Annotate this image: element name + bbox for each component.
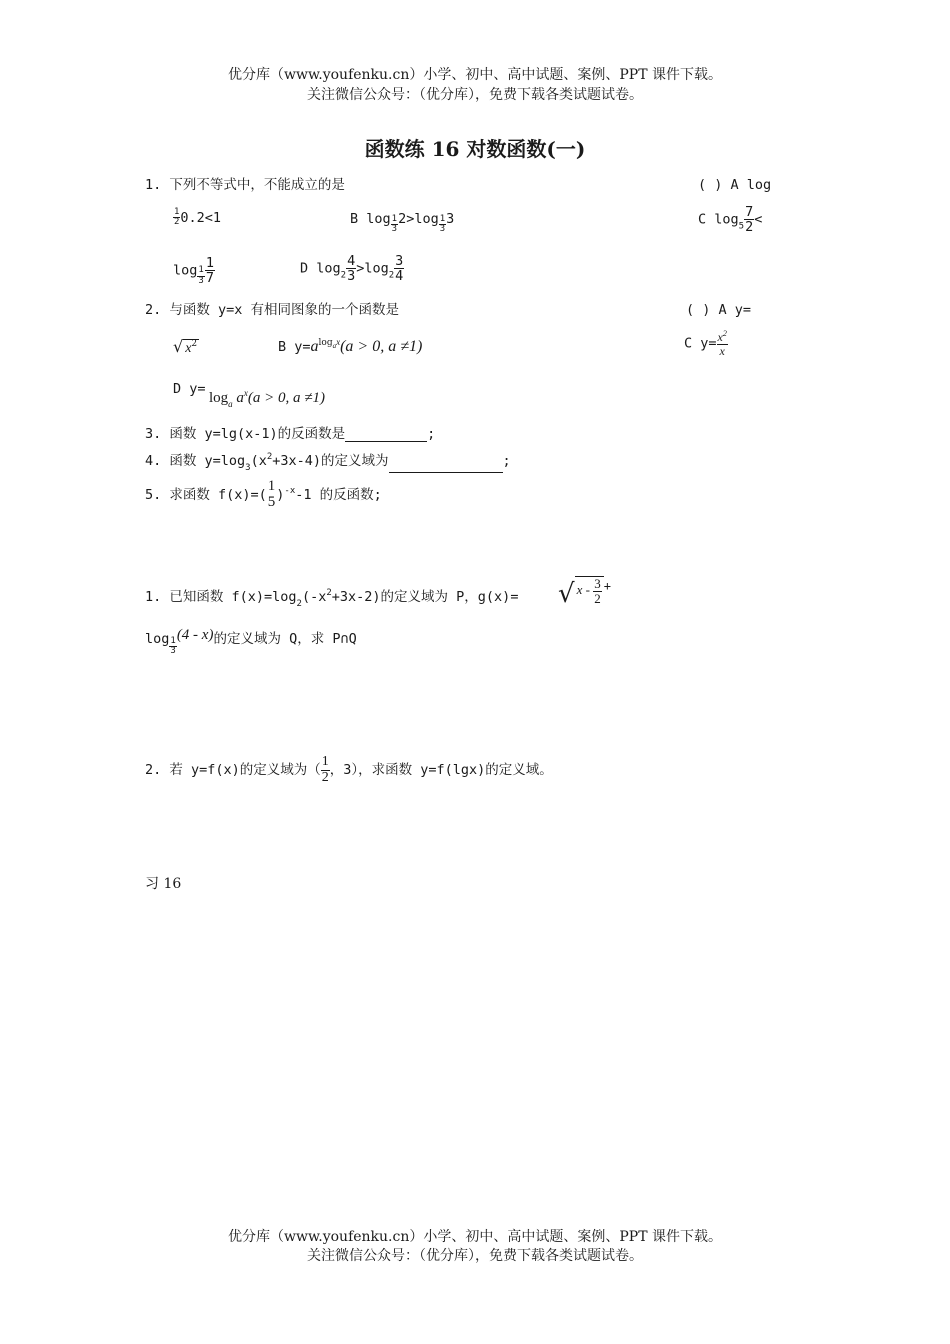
q1-b-mid: 2>log <box>398 211 439 227</box>
q4-sub: 3 <box>245 463 251 473</box>
q1-a-sub: $\frac{1}{2}$ <box>174 207 180 228</box>
p1-sqrt: √ x - $\frac{3}{2}$ + <box>558 576 611 610</box>
q1-c-label: C log <box>698 211 739 228</box>
p1-plus: + <box>603 579 611 594</box>
q1-a-rest: 0.2<1 <box>180 209 222 226</box>
q3-answer-blank[interactable] <box>345 441 427 442</box>
p1-sqrt-frac: $\frac{3}{2}$ <box>594 576 601 606</box>
footer-line-2: 关注微信公众号：（优分库），免费下载各类试题试卷。 <box>307 1248 643 1264</box>
q1-c2-sub: $\frac{1}{3}$ <box>198 265 204 286</box>
q2-option-b <box>278 338 422 355</box>
q4-answer-blank[interactable] <box>389 472 503 473</box>
footer-label: 习 16 <box>145 876 182 892</box>
q2-b-exp: log <box>318 338 333 348</box>
q1-b-sub2: $\frac{1}{3}$ <box>439 213 446 234</box>
q1-c2-frac: $\frac{1}{7}$ <box>205 255 214 287</box>
q1-b-sub1: $\frac{1}{3}$ <box>391 213 398 234</box>
q2-b-exp-sub: a <box>332 342 337 350</box>
q2-c-frac: $\frac{x^2}{x}$ <box>717 329 727 358</box>
q2-d-sub: a <box>228 399 233 409</box>
p1-log-sub: $\frac{1}{3}$ <box>170 635 176 656</box>
p2-rest: ，3），求函数 y=f(lgx)的定义域。 <box>329 762 553 779</box>
q4-end: ; <box>502 453 511 469</box>
header-line-2: 关注微信公众号：（优分库），免费下载各类试题试卷。 <box>307 87 643 103</box>
q1-d-label: D log <box>300 260 341 277</box>
q2-d-label: D y= <box>173 381 206 397</box>
q5-text: 5. 求函数 f(x)=( <box>145 486 267 503</box>
q1-c-sub: 5 <box>738 221 745 232</box>
q5-line <box>145 479 382 511</box>
p1-log-arg: (4 - x) <box>176 627 214 643</box>
p2-frac: $\frac{1}{2}$ <box>321 754 329 785</box>
q5-frac: 1 5 <box>267 478 276 510</box>
q2-option-d <box>173 382 206 397</box>
q1-bracket: ( ) A log <box>698 177 772 193</box>
p1-sqrt-x: x - <box>576 582 590 598</box>
q2-a-expr: x <box>185 341 192 356</box>
q2-d-log: log <box>209 390 229 406</box>
q2-b-base: a <box>310 338 319 355</box>
q1-b-end: 3 <box>446 211 455 227</box>
p1-sub: 2 <box>296 599 302 609</box>
q1-d-mid: >log <box>356 260 389 277</box>
q4-text: 4. 函数 y=log <box>145 453 246 469</box>
q2-a-exp: 2 <box>191 339 198 349</box>
header-line-1: 优分库（www.youfenku.cn）小学、初中、高中试题、案例、PPT 课件下载。 <box>227 67 722 83</box>
q2-stem: 2. 与函数 y=x 有相同图象的一个函数是 <box>145 302 400 318</box>
q1-d-sub2: 2 <box>388 270 395 281</box>
q4-sup: 2 <box>266 452 273 462</box>
q1-option-d <box>300 254 404 283</box>
q5-rest: -1 的反函数; <box>295 486 382 503</box>
p1-line <box>145 589 518 609</box>
p1-text: 1. 已知函数 f(x)=log <box>145 589 297 605</box>
q3-line <box>145 428 435 442</box>
q2-b-label: B y= <box>278 339 311 355</box>
p1-text2: (-x <box>301 589 327 605</box>
page-title: 函数练 16 对数函数(一) <box>364 137 586 161</box>
q2-d-exp: x <box>243 388 248 398</box>
q2-d-cond: (a > 0, a ≠1) <box>247 390 326 406</box>
q4-text2: (x <box>250 453 267 469</box>
q1-c-rel: < <box>754 211 763 228</box>
q2-option-a: √ $x^2$ <box>173 337 198 356</box>
q2-d-expr <box>209 389 325 409</box>
q1-b-label: B log <box>350 211 391 227</box>
q5-exp: -x <box>284 485 296 496</box>
q1-c2-log: log <box>173 262 198 279</box>
p2-line <box>145 755 553 785</box>
q1-option-c-cont <box>173 256 215 286</box>
p1-text3: +3x-2)的定义域为 P，g(x)= <box>331 589 519 605</box>
q2-b-exp-x: x <box>336 337 341 347</box>
q3-text: 3. 函数 y=lg(x-1)的反函数是 <box>145 426 346 442</box>
q5-close: ) <box>276 486 285 503</box>
p1-log: log <box>145 631 170 647</box>
footer-line-1: 优分库（www.youfenku.cn）小学、初中、高中试题、案例、PPT 课件下载。 <box>227 1229 722 1245</box>
q3-end: ; <box>427 426 436 442</box>
q1-d-frac1: $\frac{4}{3}$ <box>347 253 356 285</box>
q1-option-a <box>173 208 221 228</box>
q2-b-cond: (a > 0, a ≠1) <box>340 338 423 355</box>
p1-rest: 的定义域为 Q，求 P∩Q <box>213 631 357 647</box>
q1-option-b <box>350 213 454 234</box>
q1-d-sub1: 2 <box>340 270 347 281</box>
q4-line <box>145 453 511 473</box>
q1-c-frac: $\frac{7}{2}$ <box>745 204 754 236</box>
p1-sup: 2 <box>326 588 332 598</box>
q1-option-c <box>698 205 762 234</box>
q2-option-c <box>684 330 728 357</box>
q2-d-a: a <box>236 390 244 406</box>
q2-bracket: ( ) A y= <box>686 302 752 318</box>
q2-c-label: C y= <box>684 335 717 352</box>
p1-line-2 <box>145 628 357 656</box>
p2-text: 2. 若 y=f(x)的定义域为（ <box>145 762 321 779</box>
q4-text3: +3x-4)的定义域为 <box>272 453 389 469</box>
q1-d-frac2: $\frac{3}{4}$ <box>395 253 404 285</box>
q1-stem: 1. 下列不等式中，不能成立的是 <box>145 177 345 193</box>
